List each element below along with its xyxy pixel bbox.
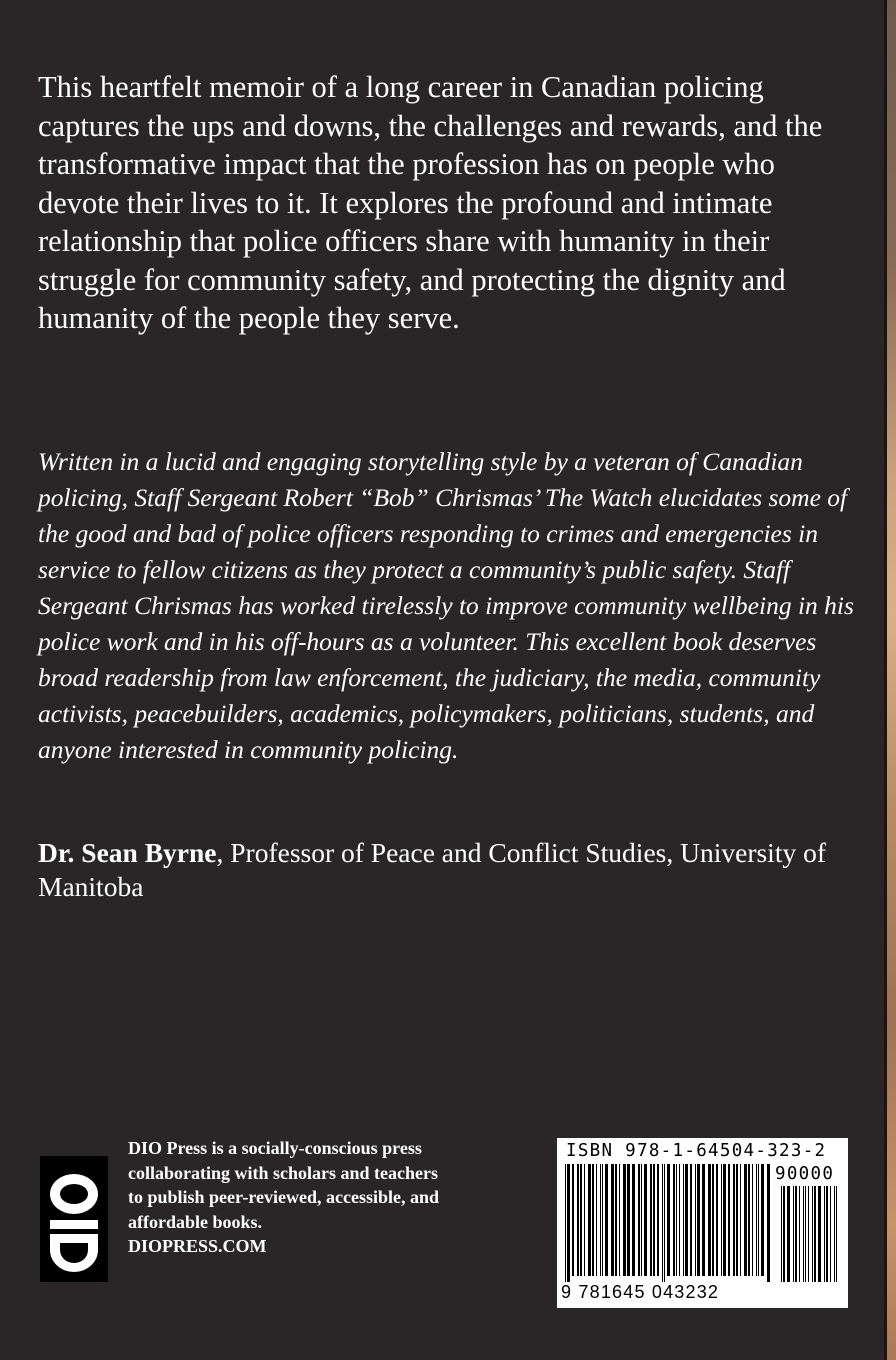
barcode-bar (756, 1164, 757, 1276)
barcode-bar (803, 1186, 804, 1282)
barcode-bar (588, 1164, 591, 1276)
barcode-bar (657, 1164, 659, 1276)
barcode-bar (664, 1164, 665, 1282)
barcode-bar (814, 1186, 816, 1282)
barcode-bar (683, 1164, 684, 1276)
barcode-bar (567, 1164, 570, 1282)
barcode-bar (826, 1186, 828, 1282)
barcode-bar (611, 1164, 614, 1276)
barcode-bar (627, 1164, 630, 1276)
endorsement-quote: Written in a lucid and engaging storytelling style by a veteran of Canadian policing, Staff Sergeant Robert “Bob” Chrismas’ The Watch elucidates some of the good and bad of police officers responding to crimes and emergencies in service to fellow citizens as they protect a community’s public safety. Staff Sergeant Chrismas has worked tirelessly to improve community wellbeing in his police work and in his off-hours as a volunteer. This excellent book deserves broad readership from law enforcement, the judiciary, the media, community activists, peacebuilders, academics, policymakers, politicians, students, and anyone interested in community policing. (38, 447, 854, 764)
barcode-bar (695, 1164, 696, 1276)
barcode-bar (716, 1164, 718, 1276)
price-code: 90000 (775, 1164, 835, 1184)
barcode-bar (580, 1164, 582, 1276)
ean-bars (565, 1164, 771, 1282)
barcode-bar (641, 1164, 642, 1276)
barcode-bar (740, 1164, 741, 1276)
endorsement-attribution (38, 836, 858, 904)
endorser-title: , Professor of Peace and Conflict Studies, University of Manitoba (38, 837, 826, 902)
barcode-bar (818, 1186, 821, 1282)
barcode-bar (650, 1164, 652, 1276)
barcode-bar (577, 1164, 579, 1276)
barcode-bar (673, 1164, 675, 1276)
supplement-bars (781, 1186, 841, 1282)
isbn-barcode (557, 1138, 848, 1308)
barcode-bar (787, 1186, 790, 1282)
barcode-bar (592, 1164, 594, 1276)
barcode-bar (799, 1186, 800, 1282)
publisher-line: collaborating with scholars and teachers (128, 1162, 438, 1183)
barcode-bar (584, 1164, 585, 1276)
barcode-bar (638, 1164, 640, 1276)
barcode-bar (836, 1186, 837, 1282)
barcode-bar (733, 1164, 735, 1276)
barcode-bar (615, 1164, 617, 1276)
barcode-bar (830, 1186, 831, 1282)
barcode-bar (708, 1164, 711, 1276)
barcode-bar (723, 1164, 726, 1276)
publisher-info (128, 1136, 528, 1259)
barcode-bar (761, 1164, 764, 1276)
barcode-bar (702, 1164, 705, 1276)
barcode-bar (679, 1164, 680, 1276)
publisher-website: DIOPRESS.COM (128, 1236, 267, 1256)
barcode-bar (676, 1164, 677, 1276)
barcode-bar (728, 1164, 730, 1276)
publisher-line: affordable books. (128, 1211, 263, 1232)
barcode-bar (812, 1186, 813, 1282)
barcode-bar (685, 1164, 688, 1276)
barcode-bar (721, 1164, 722, 1276)
barcode-bar (632, 1164, 635, 1276)
barcode-bar (565, 1164, 566, 1282)
barcode-bar (758, 1164, 759, 1276)
barcode-bar (824, 1186, 825, 1282)
barcode-bar (602, 1164, 603, 1276)
barcode-bar (808, 1186, 809, 1282)
barcode-bar (572, 1164, 574, 1276)
back-cover-blurb: This heartfelt memoir of a long career in Canadian policing captures the ups and downs, the challenges and rewards, and the transformative impact that the profession has on people who devote their lives to it. It explores the profound and intimate relationship that police officers share with humanity in their struggle for community safety, and protecting the dignity and humanity of the people they serve. (38, 70, 823, 335)
barcode-bar (667, 1164, 670, 1276)
barcode-bar (690, 1164, 692, 1276)
barcode-bar (781, 1186, 782, 1282)
barcode-bar (623, 1164, 626, 1276)
barcode-bar (752, 1164, 753, 1276)
barcode-bar (748, 1164, 750, 1276)
ean-digits: 9 781645 043232 (561, 1282, 720, 1302)
barcode-bar (619, 1164, 620, 1276)
barcode-bar (596, 1164, 597, 1276)
endorser-name: Dr. Sean Byrne (38, 837, 217, 868)
barcode-bar (697, 1164, 700, 1276)
barcode-bar (795, 1186, 797, 1282)
publisher-line: to publish peer-reviewed, accessible, and (128, 1187, 439, 1207)
barcode-bar (600, 1164, 601, 1276)
barcode-bar (805, 1186, 806, 1282)
barcode-bar (744, 1164, 747, 1276)
barcode-bar (736, 1164, 738, 1276)
spine-edge (884, 0, 896, 1360)
barcode-bar (783, 1186, 785, 1282)
barcode-bar (712, 1164, 714, 1276)
barcode-bar (662, 1164, 663, 1282)
barcode-bar (793, 1186, 794, 1282)
barcode-bar (644, 1164, 647, 1276)
barcode-bar (767, 1164, 770, 1282)
publisher-line: DIO Press is a socially-conscious press (128, 1138, 422, 1158)
barcode-bar (834, 1186, 835, 1282)
isbn-number: ISBN 978-1-64504-323-2 (566, 1141, 827, 1161)
barcode-bar (605, 1164, 608, 1276)
dio-press-logo (40, 1156, 108, 1282)
barcode-bar (653, 1164, 655, 1276)
